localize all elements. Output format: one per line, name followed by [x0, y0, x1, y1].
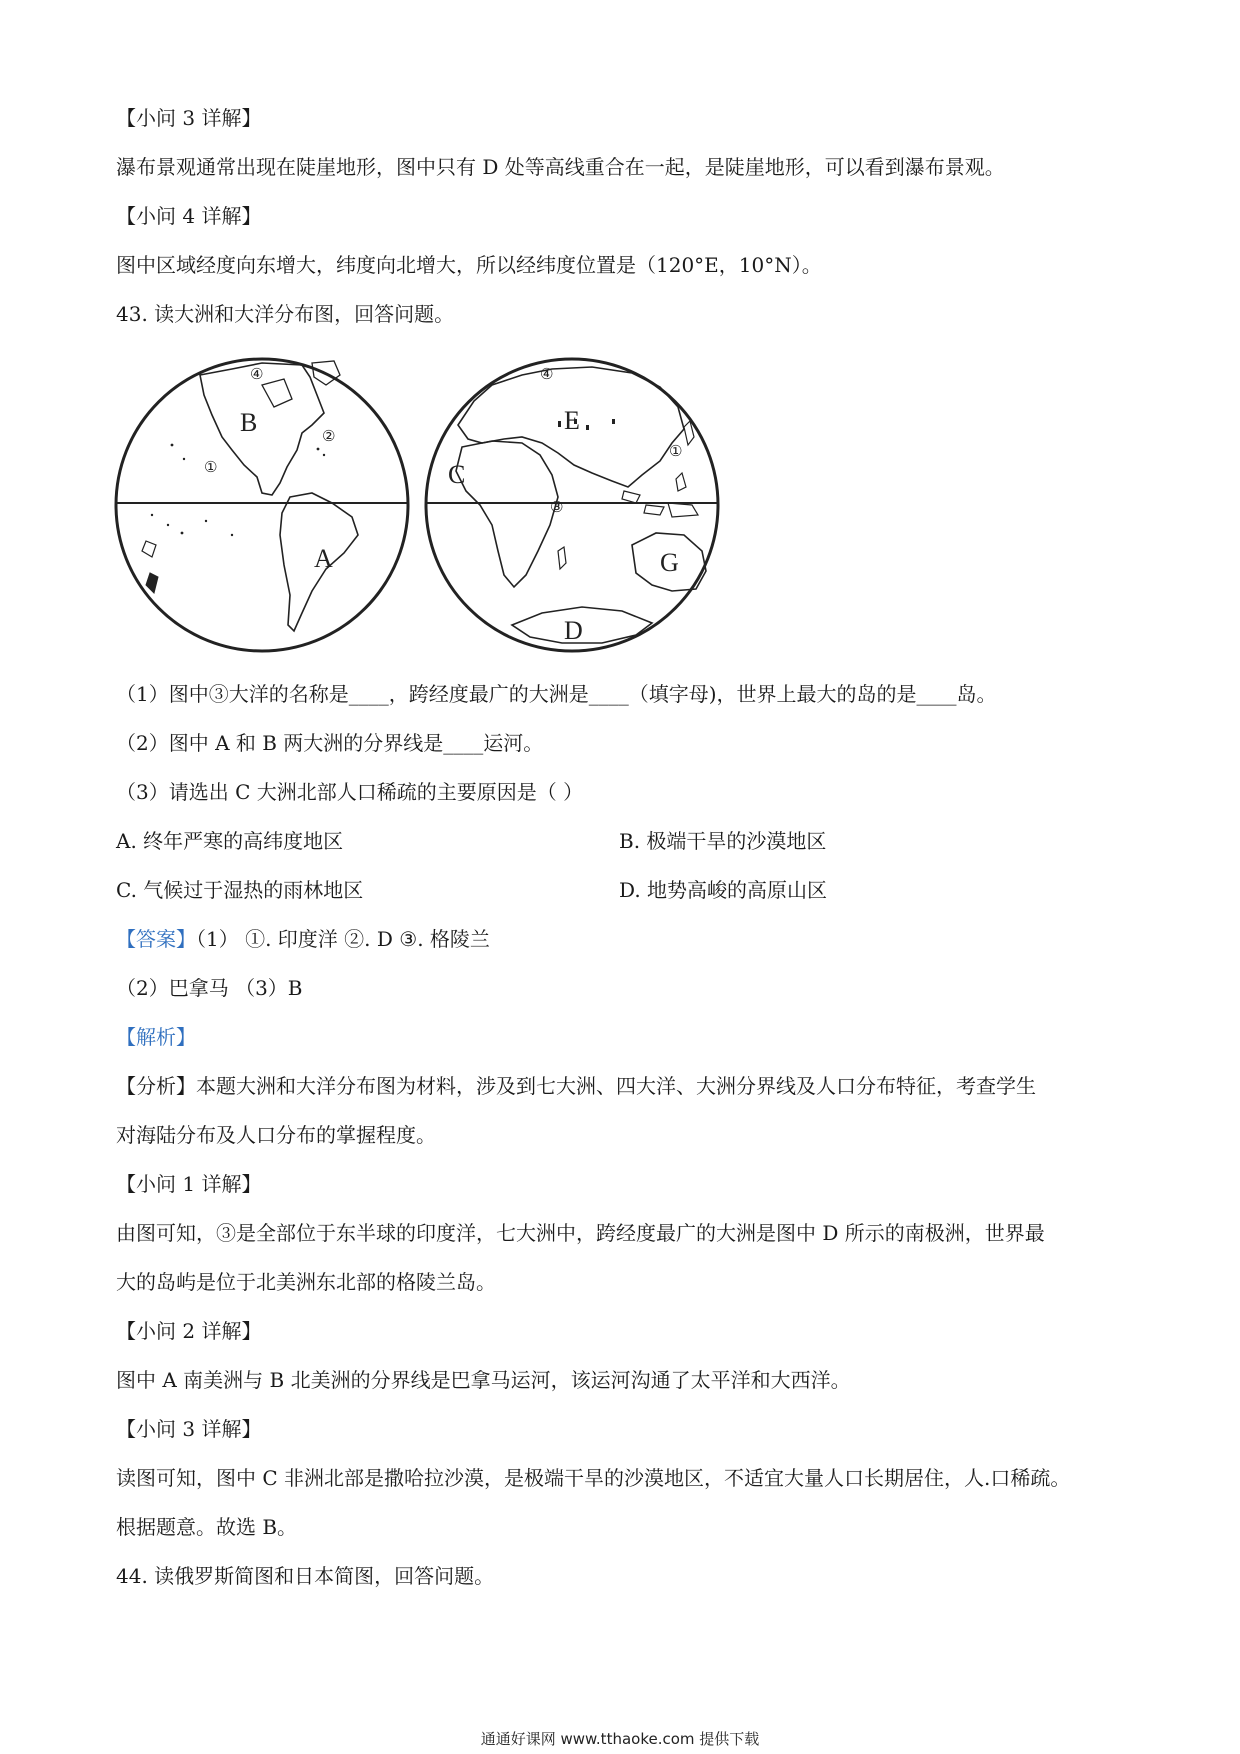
subq3-text-2: 根据题意。故选 B。 [116, 1515, 298, 1539]
subq2-text: 图中 A 南美洲与 B 北美洲的分界线是巴拿马运河，该运河沟通了太平洋和大西洋。 [116, 1368, 851, 1392]
subq3-text-1: 读图可知，图中 C 非洲北部是撒哈拉沙漠，是极端干旱的沙漠地区，不适宜大量人口长期居住，人.口稀疏。 [116, 1466, 1071, 1490]
answer-tag: 【答案】 [116, 927, 196, 951]
subq3-text-prev: 瀑布景观通常出现在陡崖地形，图中只有 D 处等高线重合在一起，是陡崖地形，可以看到瀑布景观。 [116, 155, 1005, 179]
subq3-heading: 【小问 3 详解】 [116, 1417, 262, 1441]
world-continents-map [112, 355, 724, 655]
label-C: C [448, 460, 466, 489]
option-a: A. 终年严寒的高纬度地区 [116, 829, 344, 853]
subq1-text-2: 大的岛屿是位于北美洲东北部的格陵兰岛。 [116, 1270, 496, 1294]
option-b: B. 极端干旱的沙漠地区 [619, 829, 827, 853]
option-c: C. 气候过于湿热的雨林地区 [116, 878, 364, 902]
ocean-label-2: ② [322, 427, 336, 445]
ocean-label-4-east: ④ [540, 365, 554, 383]
label-G: G [660, 548, 679, 577]
subq3-heading-prev: 【小问 3 详解】 [116, 106, 262, 130]
subq1-text-1: 由图可知，③是全部位于东半球的印度洋，七大洲中，跨经度最广的大洲是图中 D 所示的南极洲，世界最 [116, 1221, 1045, 1245]
option-d: D. 地势高峻的高原山区 [619, 878, 828, 902]
ocean-label-1-west: ① [204, 458, 218, 476]
label-A: A [314, 544, 333, 573]
subq2-heading: 【小问 2 详解】 [116, 1319, 262, 1343]
footer-source: 通通好课网 www.tthaoke.com 提供下载 [480, 1730, 760, 1748]
question-43-part1: （1）图中③大洋的名称是____，跨经度最广的大洲是____（填字母)，世界上最大的岛的是____岛。 [116, 682, 997, 706]
eastern-hemisphere [426, 359, 718, 651]
ocean-label-1-east: ① [669, 442, 683, 460]
question-43-stem: 43. 读大洲和大洋分布图，回答问题。 [116, 302, 455, 326]
label-D: D [564, 616, 583, 645]
question-43-part2: （2）图中 A 和 B 两大洲的分界线是____运河。 [116, 731, 544, 755]
analysis-tag: 【解析】 [116, 1025, 196, 1049]
western-hemisphere [116, 359, 408, 651]
analysis-text-1: 【分析】本题大洲和大洋分布图为材料，涉及到七大洲、四大洋、大洲分界线及人口分布特征，考查学生 [116, 1074, 1036, 1098]
question-44-stem: 44. 读俄罗斯简图和日本简图，回答问题。 [116, 1564, 495, 1588]
ocean-label-4: ④ [250, 365, 264, 383]
answer-line-1 [116, 925, 490, 953]
answer-line-2: （2）巴拿马 （3）B [116, 976, 303, 1000]
subq1-heading: 【小问 1 详解】 [116, 1172, 262, 1196]
subq4-text-prev: 图中区域经度向东增大，纬度向北增大，所以经纬度位置是（120°E，10°N）。 [116, 253, 822, 277]
question-43-part3: （3）请选出 C 大洲北部人口稀疏的主要原因是（ ） [116, 780, 584, 804]
label-B: B [240, 408, 258, 437]
answer-values-1: （1） ①. 印度洋 ②. D ③. 格陵兰 [196, 927, 490, 951]
analysis-text-2: 对海陆分布及人口分布的掌握程度。 [116, 1123, 436, 1147]
subq4-heading-prev: 【小问 4 详解】 [116, 204, 262, 228]
label-E: E [564, 406, 580, 435]
ocean-label-3: ③ [550, 498, 564, 516]
